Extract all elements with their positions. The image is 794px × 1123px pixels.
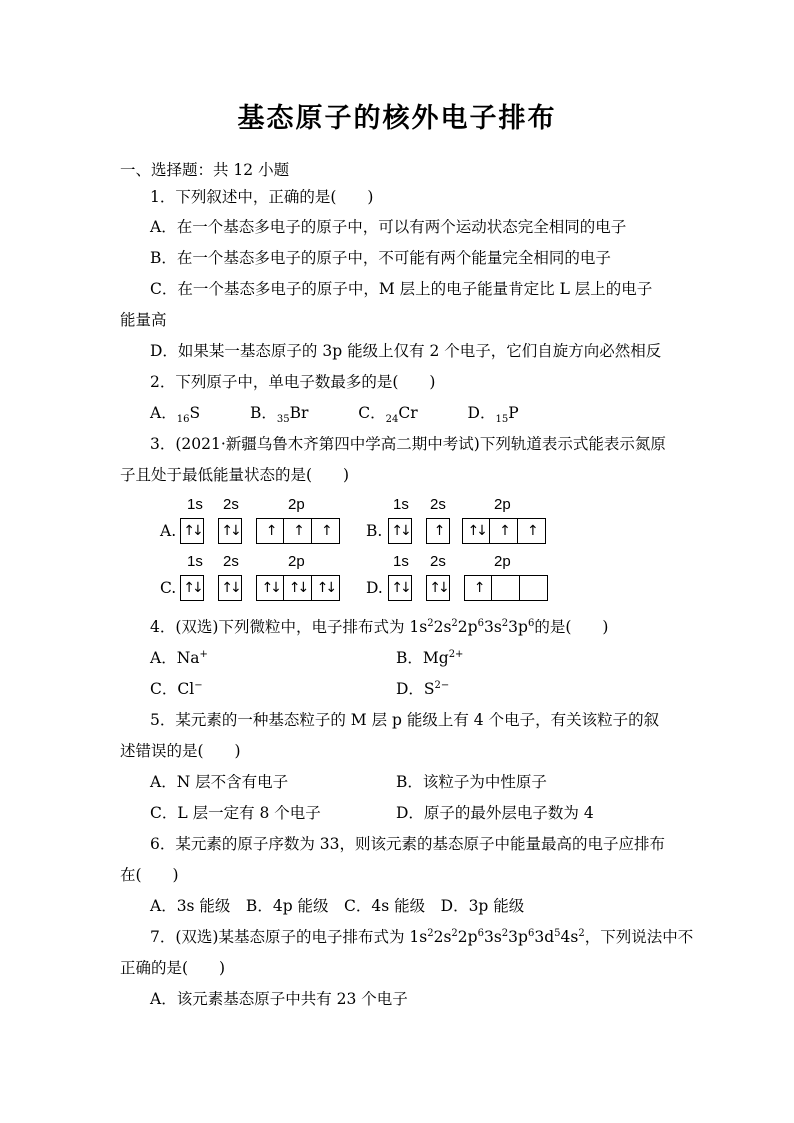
label-1s: 1s [393,553,409,570]
orbital-1s: ↑↓ [388,518,412,544]
orbital-2s: ↑↓ [218,575,242,601]
orbital-1s: ↑↓ [388,575,412,601]
section-heading: 一、选择题：共 12 小题 [120,161,290,179]
q3-option-d-letter: D. [366,579,383,597]
q2-option-c: C．$_{24}$Cr [358,404,418,426]
q7-stem: 7．(双选)某基态原子的电子排布式为 $1s^22s^22p^63s^23p^63d^54s^2$，下列说法中不 [150,927,694,946]
q3-stem: 3．(2021·新疆乌鲁木齐第四中学高二期中考试)下列轨道表示式能表示氮原 [150,435,666,453]
orbital-2p: ↑ ↑ ↑ [256,518,340,544]
q5-option-b: B．该粒子为中性原子 [396,773,547,791]
q4-option-b: B．$Mg^{2+}$ [396,648,464,667]
q7-stem-cont: 正确的是( ) [120,959,226,977]
q2-option-b: B．$_{35}$Br [249,404,309,426]
q1-option-c-cont: 能量高 [120,311,167,329]
q4-option-d: D．$S^{2-}$ [396,679,450,698]
q5-option-c: C．L 层一定有 8 个电子 [150,804,321,822]
q3-option-a-letter: A. [160,522,177,540]
orbital-2p: ↑↓ ↑↓ ↑↓ [256,575,340,601]
q4-option-a: A．Na+ [150,648,208,667]
label-2p: 2p [288,553,305,570]
label-1s: 1s [187,553,203,570]
q1-option-d: D．如果某一基态原子的 3p 能级上仅有 2 个电子，它们自旋方向必然相反 [150,342,662,360]
q1-option-a: A．在一个基态多电子的原子中，可以有两个运动状态完全相同的电子 [150,218,627,236]
q1-stem: 1．下列叙述中，正确的是( ) [150,188,374,206]
orbital-2s: ↑↓ [426,575,450,601]
q2-stem: 2．下列原子中，单电子数最多的是( ) [150,373,436,391]
q3-option-b-letter: B. [366,522,383,540]
q6-stem-cont: 在( ) [120,866,179,884]
q6-options: A．3s 能级 B．4p 能级 C．4s 能级 D．3p 能级 [150,897,525,915]
q4-stem: 4．(双选)下列微粒中，电子排布式为 $1s^22s^22p^63s^23p^6$的是( ) [150,617,609,636]
orbital-2p: ↑↓ ↑ ↑ [462,518,546,544]
label-1s: 1s [393,496,409,513]
label-1s: 1s [187,496,203,513]
q1-option-b: B．在一个基态多电子的原子中，不可能有两个能量完全相同的电子 [150,249,611,267]
label-2p: 2p [494,553,511,570]
q7-option-a: A．该元素基态原子中共有 23 个电子 [150,990,408,1008]
q4-option-c: C．Cl− [150,679,203,698]
q5-stem-cont: 述错误的是( ) [120,742,241,760]
q5-option-d: D．原子的最外层电子数为 4 [396,804,594,822]
q6-stem: 6．某元素的原子序数为 33，则该元素的基态原子中能量最高的电子应排布 [150,835,666,853]
label-2s: 2s [430,496,446,513]
orbital-1s: ↑↓ [180,575,204,601]
page-title: 基态原子的核外电子排布 [237,103,557,134]
q5-stem: 5．某元素的一种基态粒子的 M 层 p 能级上有 4 个电子，有关该粒子的叙 [150,711,660,729]
q3-stem-cont: 子且处于最低能量状态的是( ) [120,466,350,484]
orbital-2p: ↑ [464,575,548,601]
q2-option-d: D．$_{15}$P [467,404,519,426]
label-2s: 2s [223,553,239,570]
orbital-2s: ↑ [426,518,450,544]
q3-option-c-letter: C. [160,579,177,597]
q1-option-c: C．在一个基态多电子的原子中，M 层上的电子能量肯定比 L 层上的电子 [150,280,653,298]
q2-option-a: A．$_{16}$S [150,404,201,426]
label-2s: 2s [223,496,239,513]
label-2p: 2p [494,496,511,513]
orbital-2s: ↑↓ [218,518,242,544]
label-2s: 2s [430,553,446,570]
label-2p: 2p [288,496,305,513]
q5-option-a: A．N 层不含有电子 [150,773,289,791]
q2-options [150,403,519,426]
orbital-1s: ↑↓ [180,518,204,544]
